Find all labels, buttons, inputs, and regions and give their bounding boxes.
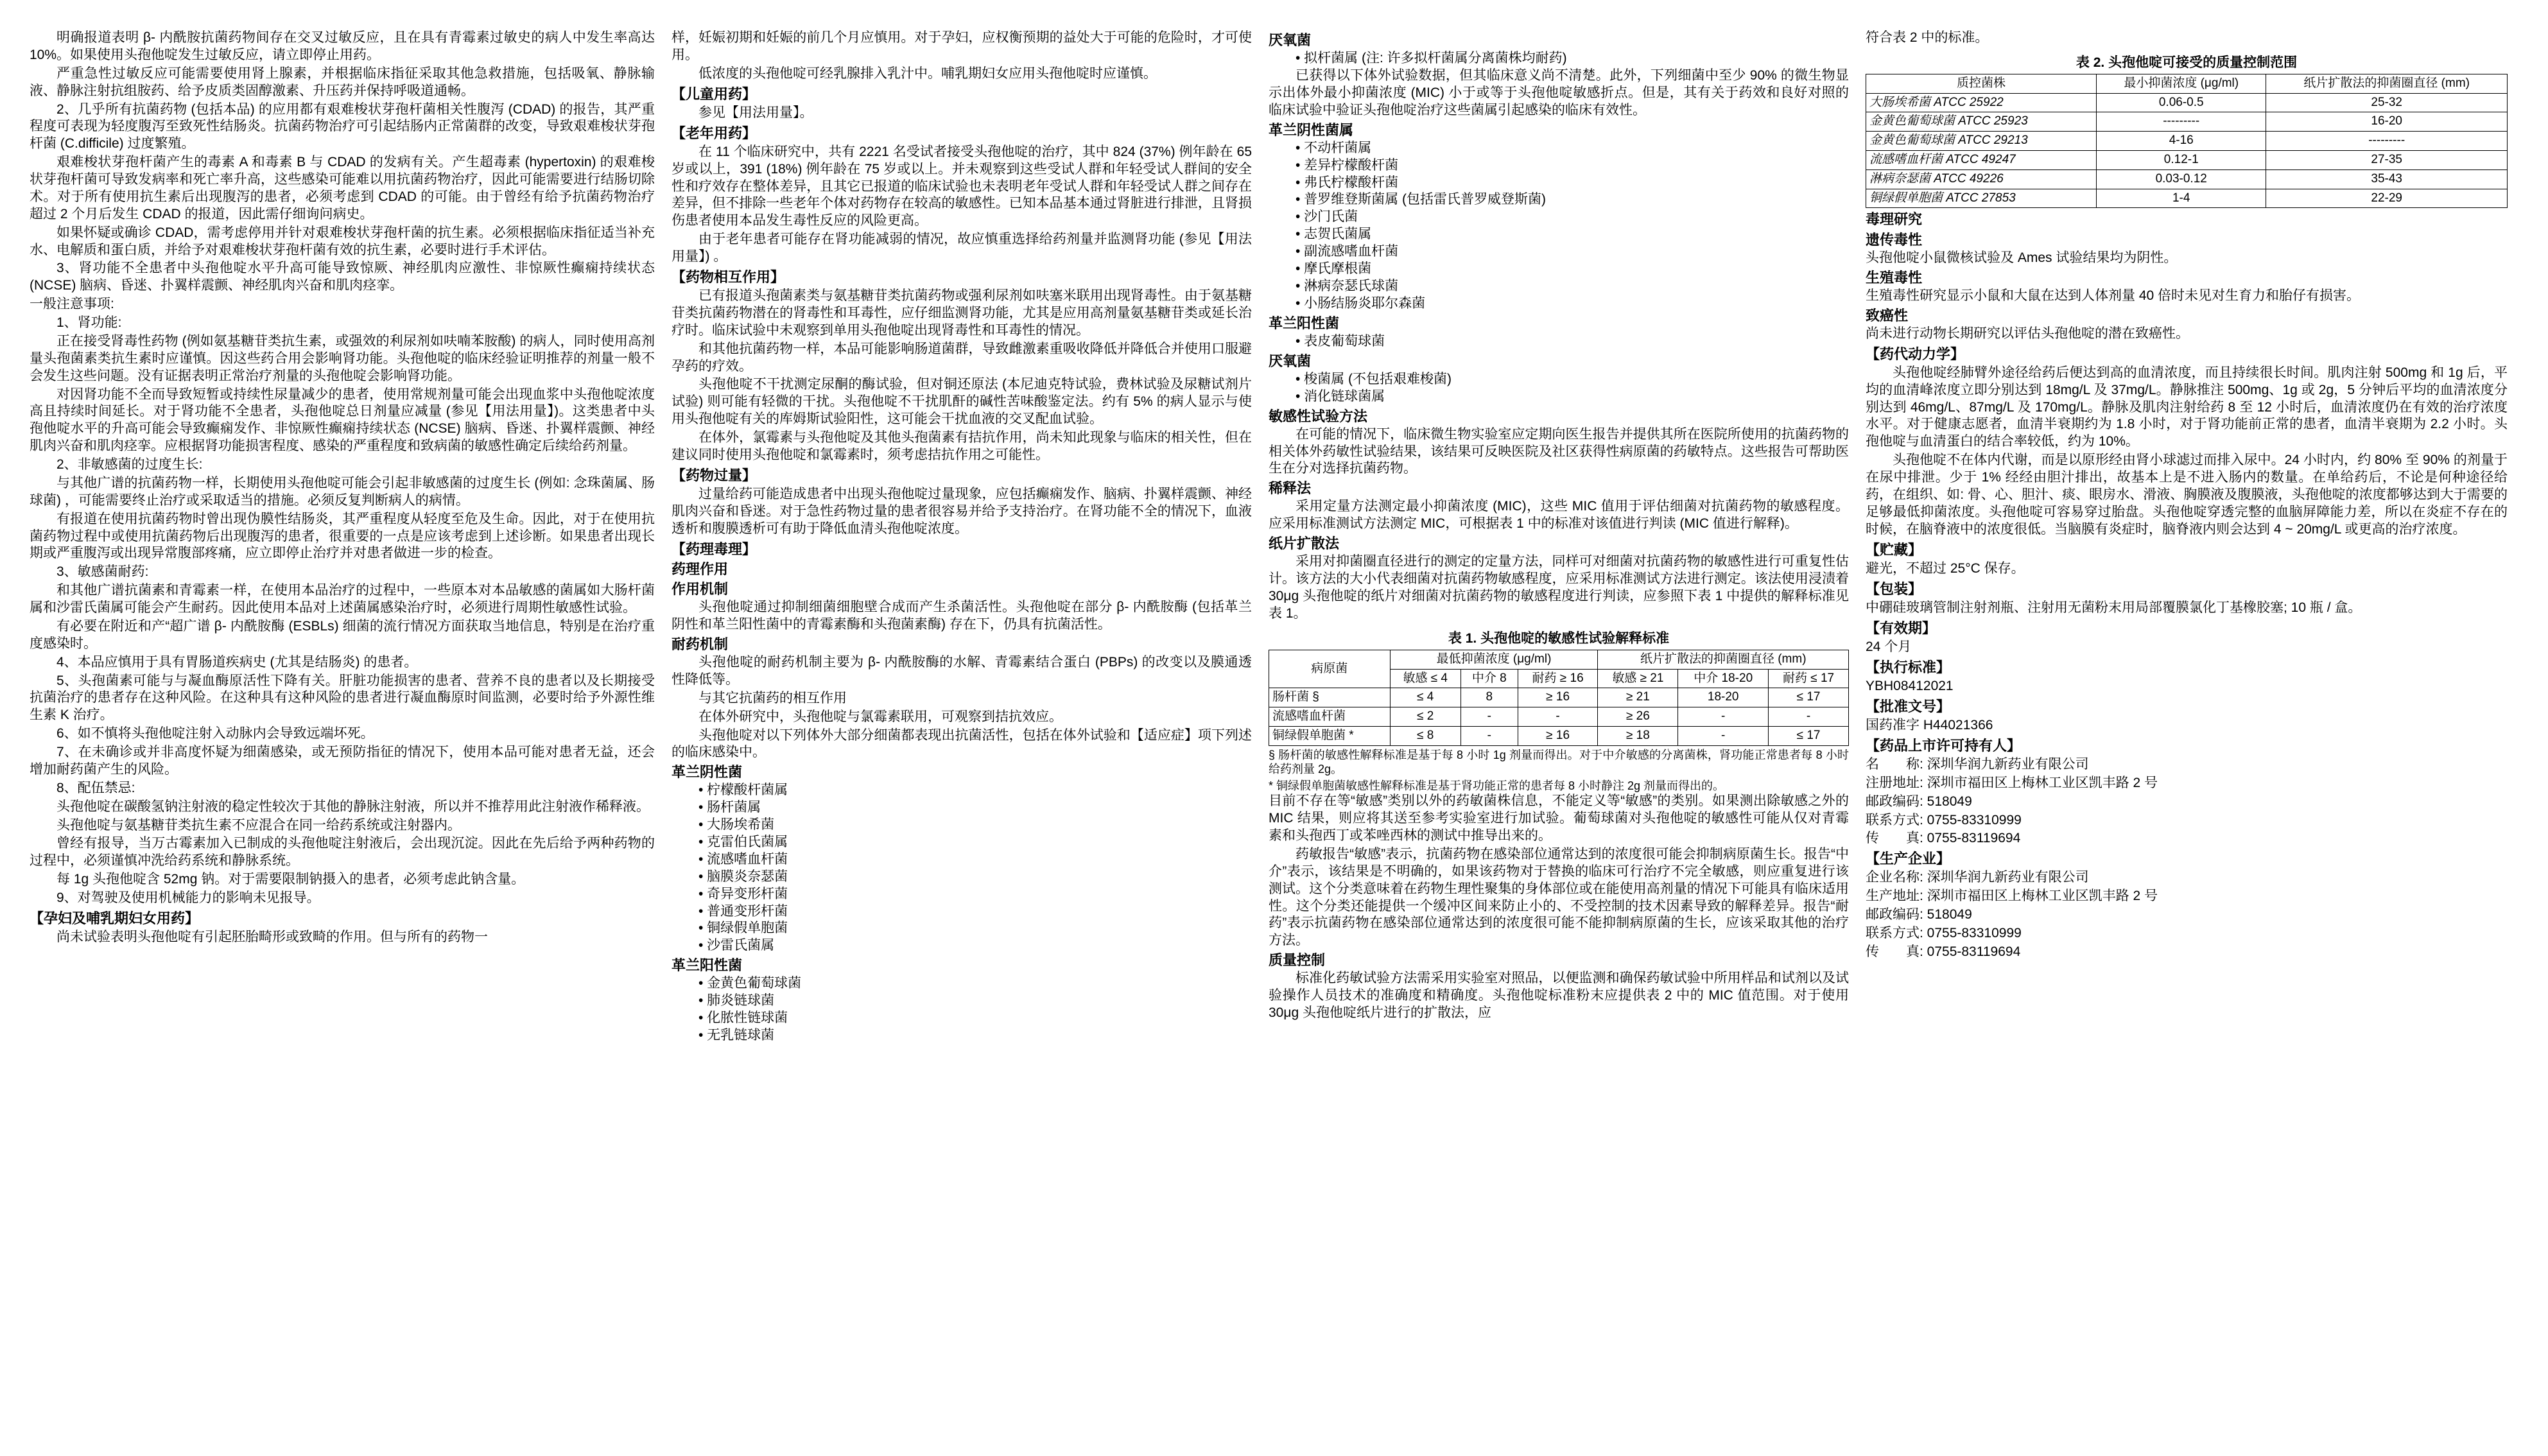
list-item: • 副流感嗜血杆菌 <box>1296 244 1399 259</box>
section-heading: 一般注意事项: <box>30 297 114 312</box>
list-item: • 拟杆菌属 (注: 许多拟杆菌属分离菌株均耐药) <box>1296 51 1567 66</box>
paragraph: 和其他广谱抗菌素和青霉素一样，在使用本品治疗的过程中，一些原本对本品敏感的菌属如大肠杆菌属和沙雷氏菌属可能会产生耐药。因此使用本品对上述菌属感染治疗时，必须进行周期性敏感性试验。 <box>30 583 655 615</box>
table-row <box>1269 688 1849 707</box>
header-cell: 纸片扩散法的抑菌圈直径 (mm) <box>1598 650 1849 669</box>
subheading-gram-positive: 革兰阳性菌 <box>672 957 743 974</box>
paragraph: 严重急性过敏反应可能需要使用肾上腺素，并根据临床指征采取其他急救措施，包括吸氧、静脉输液、静脉注射抗组胺药、给予皮质类固醇激素、升压药并保持呼吸道通畅。 <box>30 65 655 98</box>
paragraph: 在 11 个临床研究中，共有 2221 名受试者接受头孢他啶的治疗，其中 824 (37%) 例年龄在 65 岁或以上，391 (18%) 例年龄在 75 岁或以上。并未观察到这些受试人群和年轻受试人群间的安全性和疗效存在整体差异，且其它已报道的临床试验也未表明老年受试人群和年轻受试人群之间存在差异，但不排除一些老年个体对药物存在较高的敏感性。已知本品基本通过肾脏进行排泄，且肾损伤患者使用本品发生毒性反应的风险更高。 <box>672 144 1252 229</box>
paragraph: 2、几乎所有抗菌药物 (包括本品) 的应用都有艰难梭状芽孢杆菌相关性腹泻 (CDAD) 的报告，其严重程度可表现为轻度腹泻至致死性结肠炎。抗菌药物治疗可引起结肠内正常菌群的改变，导致艰难梭状芽孢杆菌 (C.difficile) 过度繁殖。 <box>30 101 655 152</box>
section-heading-toxicology: 毒理研究 <box>1866 211 1923 228</box>
paragraph: 过量给药可能造成患者中出现头孢他啶过量现象，应包括癫痫发作、脑病、扑翼样震颤、神经肌肉兴奋和昏迷。对于急性药物过量的患者很容易并给予支持治疗。在肾功能不全的情况下，血液透析和腹膜透析可有助于降低血清头孢他啶浓度。 <box>672 487 1252 536</box>
subheading-mechanism: 作用机制 <box>672 580 729 597</box>
list-item: • 淋病奈瑟氏球菌 <box>1296 278 1399 293</box>
table-row <box>1866 112 2508 132</box>
paragraph: 头孢他啶在碳酸氢钠注射液的稳定性较次于其他的静脉注射液，所以并不推荐用此注射液作稀释液。 <box>56 799 650 814</box>
paragraph: 如果怀疑或确诊 CDAD，需考虑停用并针对艰难梭状芽孢杆菌的抗生素。必须根据临床指征适当补充水、电解质和蛋白质，并给予对艰难梭状芽孢杆菌有效的抗生素，必要时进行手术评估。 <box>30 225 655 257</box>
subheader-cell: 敏感 ≥ 21 <box>1598 669 1678 688</box>
organism-name: 流感嗜血杆菌 <box>1269 707 1391 727</box>
list-item: • 沙雷氏菌属 <box>698 938 775 953</box>
column-1 <box>30 30 672 1437</box>
table-row <box>1269 727 1849 746</box>
paragraph: 生殖毒性研究显示小鼠和大鼠在达到人体剂量 40 倍时未见对生育力和胎仔有损害。 <box>1866 288 2361 303</box>
list-item: • 肺炎链球菌 <box>698 993 775 1009</box>
paragraph: 8、配伍禁忌: <box>56 780 135 795</box>
paragraph: 明确报道表明 β- 内酰胺抗菌药物间存在交叉过敏反应，且在具有青霉素过敏史的病人中发生率高达 10%。如果使用头孢他啶发生过敏反应，请立即停止用药。 <box>30 30 655 62</box>
paragraph: 目前不存在等“敏感”类别以外的药敏菌株信息，不能定义等“敏感”的类别。如果测出除敏感之外的 MIC 结果，则应将其送至参考实验室进行加试验。葡萄球菌对头孢他啶的敏感性可能从仅对青霉素和头孢西丁或苯唑西林的测试中推导出来的。 <box>1269 793 1849 844</box>
manufacturer-line: 联系方式: 0755-83310999 <box>1866 926 2022 941</box>
paragraph: 标准化药敏试验方法需采用实验室对照品，以便监测和确保药敏试验中所用样品和试剂以及试验操作人员技术的准确度和精确度。头孢他啶标准粉末应提供表 2 中的 MIC 值范围。对于使用 30μg 头孢他啶纸片进行的扩散法，应 <box>1269 971 1849 1021</box>
subheading-pharmacological-action: 药理作用 <box>672 560 729 577</box>
paragraph: 低浓度的头孢他啶可经乳腺排入乳汁中。哺乳期妇女应用头孢他啶时应谨慎。 <box>698 65 1157 81</box>
holder-line: 联系方式: 0755-83310999 <box>1866 812 2022 828</box>
table-footnote: § 肠杆菌的敏感性解释标准是基于每 8 小时 1g 剂量而得出。对于中介敏感的分离菌株，肾功能正常患者每 8 小时给药剂量 2g。 <box>1269 748 1849 776</box>
paragraph: 7、在未确诊或并非高度怀疑为细菌感染，或无预防指征的情况下，使用本品可能对患者无益，还会增加耐药菌产生的风险。 <box>30 745 655 777</box>
paragraph: 采用定量方法测定最小抑菌浓度 (MIC)，这些 MIC 值用于评估细菌对抗菌药物的敏感程度。应采用标准测试方法测定 MIC，可根据表 1 中的标准对该值进行判读 (MIC 值进行解释)。 <box>1269 499 1849 532</box>
list-item: • 小肠结肠炎耶尔森菌 <box>1296 295 1426 311</box>
section-heading-storage: 【贮藏】 <box>1866 541 1923 558</box>
paragraph: 头孢他啶经肺臂外途径给药后便达到高的血清浓度，而且持续很长时间。肌肉注射 500mg 和 1g 后，平均的血清峰浓度立即分别达到 18mg/L 及 37mg/L。静脉推注 500mg、1g 或 2g，5 分钟后平均的血清浓度分别达到 46mg/L、87mg/L 及 170mg/L。静脉及肌肉注射给药 8 至 12 小时后，血清浓度仍在有效的治疗浓度水平。对于健康志愿者，血清半衰期约为 1.8 小时，对于肾功能前正常的患者，血清半衰期为 2.2 小时。头孢他啶与血清蛋白的结合率较低，约为 10%。 <box>1866 365 2508 449</box>
organism-name: 淋病奈瑟菌 ATCC 49226 <box>1866 169 2097 189</box>
paragraph: 符合表 2 中的标准。 <box>1866 30 1989 45</box>
subheader-cell: 耐药 ≤ 17 <box>1769 669 1849 688</box>
list-item: • 弗氏柠檬酸杆菌 <box>1296 175 1399 190</box>
table-row <box>1866 189 2508 208</box>
list-item: • 大肠埃希菌 <box>698 817 775 833</box>
list-item: • 脑膜炎奈瑟菌 <box>698 869 788 884</box>
subheading-carcinogenicity: 致癌性 <box>1866 307 1909 324</box>
holder-line: 注册地址: 深圳市福田区上梅林工业区凯丰路 2 号 <box>1866 775 2158 790</box>
cell: ≤ 4 <box>1390 688 1460 707</box>
list-item: • 志贺氏菌属 <box>1296 227 1372 242</box>
subheader-cell: 中介 18-20 <box>1678 669 1769 688</box>
list-item: • 柠檬酸杆菌属 <box>698 783 788 798</box>
organism-name: 大肠埃希菌 ATCC 25922 <box>1866 93 2097 112</box>
header-cell: 质控菌株 <box>1866 74 2097 93</box>
header-cell: 纸片扩散法的抑菌圈直径 (mm) <box>2266 74 2508 93</box>
paragraph: 中硼硅玻璃管制注射剂瓶、注射用无菌粉末用局部覆膜氯化丁基橡胶塞; 10 瓶 / 盒。 <box>1866 600 2362 615</box>
paragraph: 头孢他啶与氨基糖苷类抗生素不应混合在同一给药系统或注射器内。 <box>56 817 461 833</box>
cell-zone: 25-32 <box>2266 93 2508 112</box>
cell-mic: 4-16 <box>2097 132 2266 151</box>
paragraph: 正在接受肾毒性药物 (例如氨基糖苷类抗生素，或强效的利尿剂如呋喃苯胺酸) 的病人，同时使用高剂量头孢菌素类抗生素时应谨慎。因这些药合用会影响肾功能。头孢他啶的临床经验证明推荐的剂量一般不会发生这些问题。没有证据表明正常治疗剂量的头孢他啶会影响肾功能。 <box>30 333 655 383</box>
paragraph: 头孢他啶的耐药机制主要为 β- 内酰胺酶的水解、青霉素结合蛋白 (PBPs) 的改变以及膜通透性降低等。 <box>672 655 1252 687</box>
holder-line: 名 称: 深圳华润九新药业有限公司 <box>1866 756 2089 772</box>
organism-name: 流感嗜血杆菌 ATCC 49247 <box>1866 151 2097 170</box>
paragraph: 头孢他啶不干扰测定尿酮的酶试验，但对铜还原法 (本尼迪克特试验，费林试验及尿糖试剂片试验) 则可能有轻微的干扰。头孢他啶不干扰肌酐的碱性苦味酸鉴定法。约有 5% 的病人显示与使用头孢他啶有关的库姆斯试验阳性，这可能会干扰血液的交叉配血试验。 <box>672 377 1252 427</box>
cell-mic: --------- <box>2097 112 2266 132</box>
paragraph: 与其它抗菌药的相互作用 <box>698 690 847 706</box>
subheading-reproductive-toxicity: 生殖毒性 <box>1866 269 1923 286</box>
columns-container <box>30 30 2522 1437</box>
paragraph: 9、对驾驶及使用机械能力的影响未见报导。 <box>56 890 320 905</box>
paragraph: 尚未进行动物长期研究以评估头孢他啶的潜在致癌性。 <box>1866 325 2189 341</box>
holder-line: 传 真: 0755-83119694 <box>1866 831 2021 846</box>
paragraph: 有必要在附近和产“超广谱 β- 内酰胺酶 (ESBLs) 细菌的流行情况方面获取当地信息，特别是在治疗重度感染时。 <box>30 618 655 651</box>
column-3 <box>1269 30 1866 1437</box>
section-heading-packaging: 【包装】 <box>1866 580 1923 597</box>
paragraph: 头孢他啶不在体内代谢，而是以原形经由肾小球滤过而排入尿中。24 小时内，约 80% 至 90% 的剂量于在尿中排泄。少于 1% 经经由胆汁排出，故基本上是不进入肠内的数量。在单给药后，不论是何种途径给药，在组织、如: 骨、心、胆汁、痰、眼房水、滑液、胸膜液及腹膜液，头孢他啶的浓度都够达到大于需要的足够最低抑菌浓度。头孢他啶可容易穿过胎盘。头孢他啶穿透完整的血脑屏障能力差，所以在炎症不存在的时候，在脑脊液中的浓度很低。当脑膜有炎症时，脑脊液内则会达到 4 ~ 20mg/L 或更高的治疗浓度。 <box>1866 453 2508 537</box>
manufacturer-line: 企业名称: 深圳华润九新药业有限公司 <box>1866 870 2089 885</box>
section-heading-shelf-life: 【有效期】 <box>1866 620 1937 636</box>
subheading-genotoxicity: 遗传毒性 <box>1866 231 1923 248</box>
cell-mic: 0.06-0.5 <box>2097 93 2266 112</box>
section-heading-standard: 【执行标准】 <box>1866 659 1951 675</box>
header-cell: 病原菌 <box>1269 650 1391 688</box>
cell-mic: 0.12-1 <box>2097 151 2266 170</box>
list-item: • 肠杆菌属 <box>698 800 761 815</box>
list-item: • 克雷伯氏菌属 <box>698 835 788 850</box>
paragraph: 5、头孢菌素可能与与凝血酶原活性下降有关。肝脏功能损害的患者、营养不良的患者以及长期接受抗菌治疗的患者存在这种风险。在这种具有这种风险的患者进行凝血酶原时间监测，必要时给予外源性维生素 K 治疗。 <box>30 673 655 723</box>
paragraph: 样，妊娠初期和妊娠的前几个月应慎用。对于孕妇，应权衡预期的益处大于可能的危险时，才可使用。 <box>672 30 1252 62</box>
cell-zone: 27-35 <box>2266 151 2508 170</box>
paragraph: 已有报道头孢菌素类与氨基糖苷类抗菌药物或强利尿剂如呋塞米联用出现肾毒性。由于氨基糖苷类抗菌药物潜在的肾毒性和耳毒性，应仔细监测肾功能，尤其是应用高剂量氨基糖苷类或延长治疗时。临床试验中未观察到单用头孢他啶出现肾毒性和耳毒性的情况。 <box>672 288 1252 338</box>
cell-mic: 0.03-0.12 <box>2097 169 2266 189</box>
cell-zone: 35-43 <box>2266 169 2508 189</box>
paragraph: 与其他广谱的抗菌药物一样，长期使用头孢他啶可能会引起非敏感菌的过度生长 (例如: 念珠菌属、肠球菌) ，可能需要终止治疗或采取适当的措施。必须反复判断病人的病情。 <box>30 475 655 508</box>
header-cell: 最小抑菌浓度 (μg/ml) <box>2097 74 2266 93</box>
paragraph: 2、非敏感菌的过度生长: <box>56 457 203 472</box>
paragraph: 国药准字 H44021366 <box>1866 717 1993 732</box>
table-row <box>1269 707 1849 727</box>
section-heading-manufacturer: 【生产企业】 <box>1866 851 1951 867</box>
list-item: • 奇异变形杆菌 <box>698 886 788 901</box>
paragraph: 6、如不慎将头孢他啶注射入动脉内会导致远端坏死。 <box>56 726 374 741</box>
manufacturer-line: 邮政编码: 518049 <box>1866 907 1972 923</box>
paragraph: YBH08412021 <box>1866 678 1954 693</box>
manufacturer-line: 生产地址: 深圳市福田区上梅林工业区凯丰路 2 号 <box>1866 888 2158 904</box>
cell: ≥ 16 <box>1518 688 1598 707</box>
cell: ≥ 21 <box>1598 688 1678 707</box>
list-item: • 沙门氏菌 <box>1296 209 1358 225</box>
susceptibility-interpretive-table <box>1269 650 1849 746</box>
subheading-dilution: 稀释法 <box>1269 480 1312 497</box>
paragraph: 采用对抑菌圈直径进行的测定的定量方法，同样可对细菌对抗菌药物的敏感性进行可重复性估计。该方法的大小代表细菌对抗菌药物敏感程度，应采用标准测试方法进行测定。该法使用浸渍着 30μg 头孢他啶的纸片对细菌对抗菌药物的敏感程度进行判读，应参照下表 1 中提供的解释标准见表 1。 <box>1269 554 1849 621</box>
section-heading-pharmacokinetics: 【药代动力学】 <box>1866 345 1965 362</box>
cell: - <box>1518 707 1598 727</box>
manufacturer-line: 传 真: 0755-83119694 <box>1866 944 2021 959</box>
paragraph: 每 1g 头孢他啶含 52mg 钠。对于需要限制钠摄入的患者，必须考虑此钠含量。 <box>56 872 525 887</box>
cell: - <box>1460 707 1518 727</box>
list-item: • 铜绿假单胞菌 <box>698 921 788 936</box>
cell: ≥ 26 <box>1598 707 1678 727</box>
paragraph: 在可能的情况下，临床微生物实验室应定期向医生报告并提供其所在医院所使用的抗菌药物的相关体外药敏性试验结果，该结果可反映医院及社区获得性病原菌的药敏特点。这些报告可帮助医生在分对选择抗菌药物。 <box>1269 426 1849 476</box>
subheading-gram-positive-2: 革兰阳性菌 <box>1269 315 1340 331</box>
list-item: • 不动杆菌属 <box>1296 140 1372 155</box>
cell-zone: --------- <box>2266 132 2508 151</box>
paragraph: 4、本品应慎用于具有胃肠道疾病史 (尤其是结肠炎) 的患者。 <box>56 654 418 670</box>
cell: ≤ 2 <box>1390 707 1460 727</box>
table-1-title: 表 1. 头孢他啶的敏感性试验解释标准 <box>1448 630 1670 646</box>
table-row <box>1866 132 2508 151</box>
list-item: • 流感嗜血杆菌 <box>698 851 788 867</box>
cell: ≥ 16 <box>1518 727 1598 746</box>
subheading-resistance: 耐药机制 <box>672 636 729 652</box>
paragraph: 在体外，氯霉素与头孢他啶及其他头孢菌素有拮抗作用，尚未知此现象与临床的相关性，但在建议同时使用头孢他啶和氯霉素时，须考虑拮抗作用之可能性。 <box>672 430 1252 462</box>
holder-line: 邮政编码: 518049 <box>1866 793 1972 809</box>
list-item: • 无乳链球菌 <box>698 1027 775 1043</box>
paragraph: 药敏报告“敏感”表示，抗菌药物在感染部位通常达到的浓度很可能会抑制病原菌生长。报告“中介”表示，该结果是不明确的，如果该药物对于替换的临床可行治疗不完全敏感，则应重复进行该测试。这个分类意味着在药物生理性聚集的身体部位或在能使用高剂量的情况下可能具有临床适用性。这个分类还能提供一个缓冲区间来防止小的、不受控制的技术因素导致的解释差异。报告“耐药”表示抗菌药物在感染部位通常达到的浓度很可能不能抑制病原菌的生长，应该采取其他的治疗方法。 <box>1269 846 1849 948</box>
paragraph: 3、敏感菌耐药: <box>56 564 149 580</box>
list-item: • 表皮葡萄球菌 <box>1296 333 1385 349</box>
section-heading-approval-number: 【批准文号】 <box>1866 698 1951 715</box>
paragraph: 头孢他啶小鼠微核试验及 Ames 试验结果均为阴性。 <box>1866 250 2178 265</box>
section-heading-geriatric: 【老年用药】 <box>672 125 757 141</box>
cell: - <box>1769 707 1849 727</box>
cell-mic: 1-4 <box>2097 189 2266 208</box>
paragraph: 和其他抗菌药物一样，本品可能影响肠道菌群，导致雌激素重吸收降低并降低合并使用口服避孕药的疗效。 <box>672 341 1252 374</box>
organism-name: 金黄色葡萄球菌 ATCC 25923 <box>1866 112 2097 132</box>
table-row <box>1866 93 2508 112</box>
paragraph: 已获得以下体外试验数据，但其临床意义尚不清楚。此外，下列细菌中至少 90% 的微生物显示出体外最小抑菌浓度 (MIC) 小于或等于头孢他啶敏感折点。但是，其有关于药效和良好对照的临床试验中验证头孢他啶治疗这些菌属引起感染的临床有效性。 <box>1269 68 1849 117</box>
subheading-quality-control: 质量控制 <box>1269 952 1326 969</box>
paragraph: 曾经有报导，当万古霉素加入已制成的头孢他啶注射液后，会出现沉淀。因此在先后给予两种药物的过程中，必须谨慎冲洗给药系统和静脉系统。 <box>30 836 655 869</box>
list-item: • 消化链球菌属 <box>1296 388 1385 404</box>
table-2-title: 表 2. 头孢他啶可接受的质量控制范围 <box>2076 55 2298 70</box>
paragraph: 1、肾功能: <box>56 315 122 330</box>
paragraph: 头孢他啶对以下列体外大部分细菌都表现出抗菌活性，包括在体外试验和【适应症】项下列述的临床感染中。 <box>672 727 1252 760</box>
section-heading-pregnancy: 【孕妇及哺乳期妇女用药】 <box>30 910 200 926</box>
cell: - <box>1678 707 1769 727</box>
cell: ≤ 17 <box>1769 688 1849 707</box>
organism-name: 肠杆菌 § <box>1269 688 1391 707</box>
paragraph: 艰难梭状芽孢杆菌产生的毒素 A 和毒素 B 与 CDAD 的发病有关。产生超毒素 (hypertoxin) 的艰难梭状芽孢杆菌可导致发病率和死亡率升高，这些感染可能难以用抗菌药物治疗，因此可能需要进行结肠切除术。对于所有使用抗生素后出现腹泻的患者，必须考虑到 CDAD 的可能。由于曾经有给予抗菌药物治疗超过 2 个月后发生 CDAD 的报道，因此需仔细询问病史。 <box>30 155 655 221</box>
cell: 18-20 <box>1678 688 1769 707</box>
organism-name: 铜绿假单胞菌 ATCC 27853 <box>1866 189 2097 208</box>
section-heading-marketing-holder: 【药品上市许可持有人】 <box>1866 737 2022 754</box>
list-item: • 化脓性链球菌 <box>698 1010 788 1026</box>
organism-name: 金黄色葡萄球菌 ATCC 29213 <box>1866 132 2097 151</box>
list-item: • 普通变形杆菌 <box>698 903 788 919</box>
paragraph: 在体外研究中，头孢他啶与氯霉素联用，可观察到拮抗效应。 <box>698 709 1062 724</box>
cell: ≤ 8 <box>1390 727 1460 746</box>
table-header-row <box>1866 74 2508 93</box>
section-heading-pharmacology: 【药理毒理】 <box>672 541 757 557</box>
section-heading-pediatric: 【儿童用药】 <box>672 85 757 102</box>
subheader-cell: 敏感 ≤ 4 <box>1390 669 1460 688</box>
cell: ≤ 17 <box>1769 727 1849 746</box>
quality-control-table <box>1866 74 2508 209</box>
subheading-gram-negative: 革兰阴性菌 <box>672 764 743 781</box>
cell: ≥ 18 <box>1598 727 1678 746</box>
subheading-disk-diffusion: 纸片扩散法 <box>1269 535 1340 552</box>
subheader-cell: 耐药 ≥ 16 <box>1518 669 1598 688</box>
table-row <box>1866 169 2508 189</box>
paragraph: 避光，不超过 25°C 保存。 <box>1866 560 2025 576</box>
subheader-cell: 中介 8 <box>1460 669 1518 688</box>
subheading-anaerobes-2: 厌氧菌 <box>1269 352 1312 369</box>
paragraph: 由于老年患者可能存在肾功能减弱的情况，故应慎重选择给药剂量并监测肾功能 (参见【用法用量】) 。 <box>672 232 1252 264</box>
list-item: • 梭菌属 (不包括艰难梭菌) <box>1296 371 1452 386</box>
list-item: • 差异柠檬酸杆菌 <box>1296 157 1399 173</box>
paragraph: 24 个月 <box>1866 639 1912 654</box>
subheading-anaerobes: 厌氧菌 <box>1269 32 1312 48</box>
organism-name: 铜绿假单胞菌 * <box>1269 727 1391 746</box>
list-item: • 普罗维登斯菌属 (包括雷氏普罗威登斯菌) <box>1296 192 1547 207</box>
column-2 <box>672 30 1269 1437</box>
cell: - <box>1460 727 1518 746</box>
table-footnote: * 铜绿假单胞菌敏感性解释标准是基于肾功能正常的患者每 8 小时静注 2g 剂量而得出的。 <box>1269 779 1725 792</box>
paragraph: 尚未试验表明头孢他啶有引起胚胎畸形或致畸的作用。但与所有的药物一 <box>56 930 488 945</box>
subheading-gram-negative-2: 革兰阴性菌属 <box>1269 121 1354 138</box>
list-item: • 摩氏摩根菌 <box>1296 261 1372 276</box>
cell-zone: 22-29 <box>2266 189 2508 208</box>
cell: 8 <box>1460 688 1518 707</box>
paragraph: 有报道在使用抗菌药物时曾出现伪膜性结肠炎，其严重程度从轻度至危及生命。因此，对于在使用抗菌药物过程中或使用抗菌药物后出现腹泻的患者，很重要的一点是应该考虑到上述诊断。如果患者出现长期或严重腹泻或出现异常腹部疼痛，应立即停止治疗并对患者做进一步的检查。 <box>30 511 655 561</box>
header-cell: 最低抑菌浓度 (μg/ml) <box>1390 650 1598 669</box>
paragraph: 3、肾功能不全患者中头孢他啶水平升高可能导致惊厥、神经肌肉应激性、非惊厥性癫痫持续状态 (NCSE) 脑病、昏迷、扑翼样震颤、神经肌肉兴奋和肌肉痉挛。 <box>30 261 655 293</box>
table-header-row <box>1269 650 1849 669</box>
column-4 <box>1866 30 2508 1437</box>
table-row <box>1866 151 2508 170</box>
paragraph: 对因肾功能不全而导致短暂或持续性尿量减少的患者，使用常规剂量可能会出现血浆中头孢他啶浓度高且持续时间延长。对于肾功能不全患者，头孢他啶总日剂量应减量 (参见【用法用量】)。这类患者中头孢他啶水平的升高可能会导致癫痫发作、非惊厥性癫痫持续状态 (NCSE) 脑病、昏迷、扑翼样震颤、神经肌肉兴奋和肌肉痉挛。应根据肾功能损害程度、感染的严重程度和致病菌的敏感性确定后续给药剂量。 <box>30 386 655 454</box>
section-heading-interactions: 【药物相互作用】 <box>672 268 785 285</box>
list-item: • 金黄色葡萄球菌 <box>698 976 802 991</box>
cell: - <box>1678 727 1769 746</box>
subheading-susceptibility-methods: 敏感性试验方法 <box>1269 408 1368 424</box>
section-heading-overdose: 【药物过量】 <box>672 467 757 483</box>
paragraph: 参见【用法用量】。 <box>698 105 813 120</box>
cell-zone: 16-20 <box>2266 112 2508 132</box>
paragraph: 头孢他啶通过抑制细菌细胞壁合成而产生杀菌活性。头孢他啶在部分 β- 内酰胺酶 (包括革兰阴性和革兰阳性菌中的青霉素酶和头孢菌素酶) 存在下，仍具有抗菌活性。 <box>672 600 1252 632</box>
